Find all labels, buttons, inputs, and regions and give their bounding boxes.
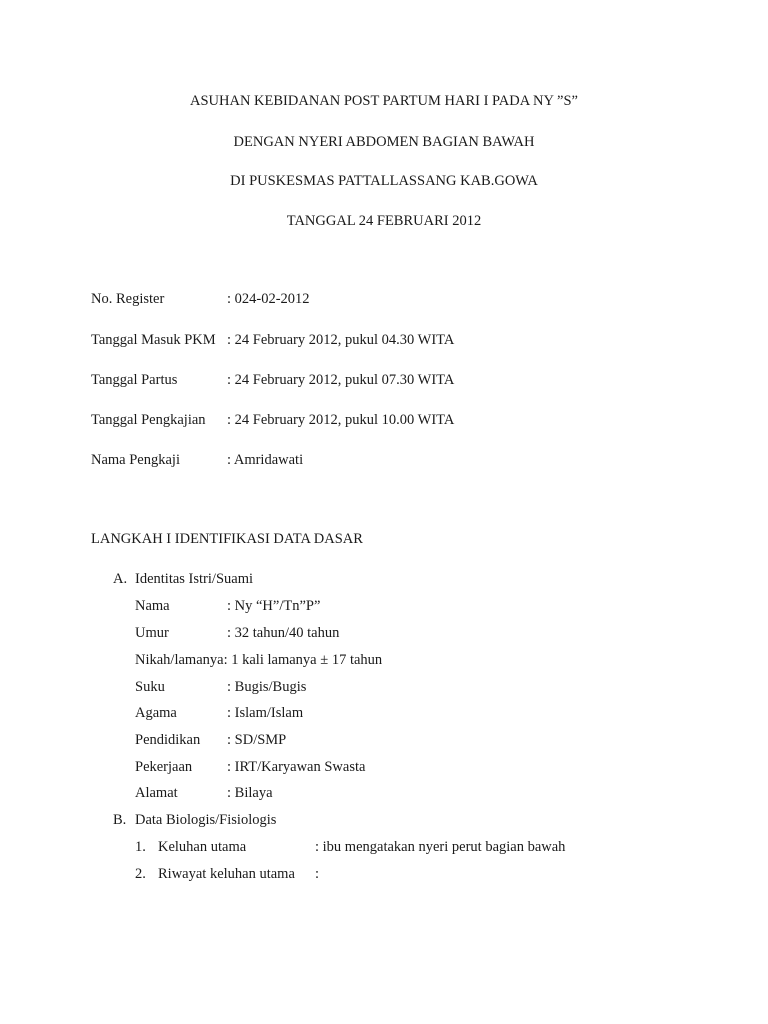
- identity-label: Nikah/lamanya: [135, 652, 224, 668]
- document-title-line-3: DI PUSKESMAS PATTALLASSANG KAB.GOWA: [230, 173, 538, 189]
- identity-value: : Bugis/Bugis: [227, 679, 307, 695]
- admission-date-value: : 24 February 2012, pukul 04.30 WITA: [227, 332, 455, 348]
- document-title-line-4: TANGGAL 24 FEBRUARI 2012: [286, 213, 482, 229]
- identity-row-marriage: [135, 652, 382, 669]
- assessment-date-value: : 24 February 2012, pukul 10.00 WITA: [227, 412, 455, 428]
- section-b-marker: B.: [113, 812, 127, 828]
- complaint-label: Keluhan utama: [158, 839, 247, 855]
- delivery-date-label: Tanggal Partus: [91, 372, 178, 388]
- complaint-history-label: Riwayat keluhan utama: [158, 866, 295, 882]
- assessor-value: : Amridawati: [227, 452, 304, 468]
- section-a-marker: A.: [113, 571, 128, 587]
- identity-value: : 32 tahun/40 tahun: [227, 625, 340, 641]
- identity-label: Alamat: [135, 785, 178, 801]
- complaint-value: : ibu mengatakan nyeri perut bagian bawah: [315, 839, 566, 855]
- register-value: : 024-02-2012: [227, 291, 310, 307]
- identity-label: Nama: [135, 598, 170, 614]
- complaint-history-number: 2.: [135, 866, 146, 882]
- identity-value: : SD/SMP: [227, 732, 287, 748]
- identity-value: : 1 kali lamanya ± 17 tahun: [223, 652, 383, 668]
- assessment-date-label: Tanggal Pengkajian: [91, 412, 206, 428]
- document-title-line-1: ASUHAN KEBIDANAN POST PARTUM HARI I PADA NY ”S”: [190, 93, 578, 109]
- section-a-title: Identitas Istri/Suami: [135, 571, 253, 587]
- identity-label: Pekerjaan: [135, 759, 193, 775]
- identity-label: Suku: [135, 679, 165, 695]
- identity-label: Agama: [135, 705, 177, 721]
- register-label: No. Register: [91, 291, 165, 307]
- identity-value: : Islam/Islam: [227, 705, 304, 721]
- complaint-number: 1.: [135, 839, 146, 855]
- document-title-line-2: DENGAN NYERI ABDOMEN BAGIAN BAWAH: [233, 134, 535, 150]
- identity-label: Umur: [135, 625, 169, 641]
- identity-value: : Ny “H”/Tn”P”: [227, 598, 321, 614]
- delivery-date-value: : 24 February 2012, pukul 07.30 WITA: [227, 372, 455, 388]
- step-heading: LANGKAH I IDENTIFIKASI DATA DASAR: [91, 531, 363, 547]
- admission-date-label: Tanggal Masuk PKM: [91, 332, 216, 348]
- assessor-label: Nama Pengkaji: [91, 452, 180, 468]
- complaint-history-value: :: [315, 866, 320, 882]
- identity-label: Pendidikan: [135, 732, 201, 748]
- section-b-title: Data Biologis/Fisiologis: [135, 812, 277, 828]
- identity-value: : IRT/Karyawan Swasta: [227, 759, 366, 775]
- identity-value: : Bilaya: [227, 785, 273, 801]
